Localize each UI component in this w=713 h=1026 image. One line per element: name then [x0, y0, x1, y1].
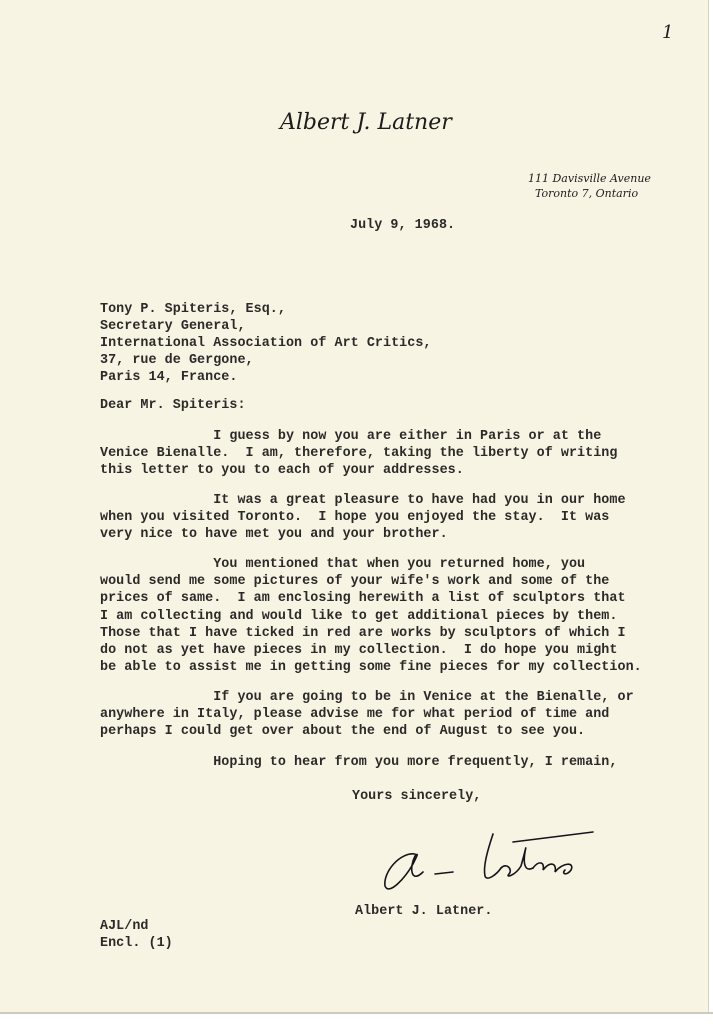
page-number: 1 — [662, 22, 674, 43]
letterhead-address-line2: Toronto 7, Ontario — [535, 187, 639, 200]
signature-icon — [375, 812, 615, 902]
paragraph-1: I guess by now you are either in Paris or at the Venice Bienalle. I am, therefore, taking the liberty of writing this letter to you to each of your addresses. — [100, 429, 618, 479]
recipient-line: Tony P. Spiteris, Esq., — [100, 302, 286, 317]
letterhead-name: Albert J. Latner — [280, 110, 452, 135]
recipient-line: Paris 14, France. — [100, 370, 238, 385]
signer-name: Albert J. Latner. — [355, 904, 493, 919]
enclosure-note: Encl. (1) — [100, 936, 173, 951]
recipient-line: 37, rue de Gergone, — [100, 353, 254, 368]
paragraph-4: If you are going to be in Venice at the Bienalle, or anywhere in Italy, please advise me for what period of time and perhaps I could get over about the end of August to see you. — [100, 690, 634, 740]
closing: Yours sincerely, — [352, 789, 482, 804]
paragraph-5: Hoping to hear from you more frequently, I remain, — [100, 755, 618, 770]
letterhead-address-line1: 111 Davisville Avenue — [528, 172, 651, 185]
letter-date: July 9, 1968. — [350, 218, 456, 233]
reference-initials: AJL/nd — [100, 919, 149, 934]
paragraph-3: You mentioned that when you returned home, you would send me some pictures of your wife's work and some of the prices of same. I am enclosing herewith a list of sculptors that I am collecting and would like to get additional pieces by them. Those that I have ticked in red are works by sculptors of which I do not as yet have pieces in my collection. I do hope you might be able to assist me in getting some fine pieces for my collection. — [100, 557, 642, 676]
salutation: Dear Mr. Spiteris: — [100, 398, 246, 413]
paragraph-2: It was a great pleasure to have had you in our home when you visited Toronto. I hope you enjoyed the stay. It was very nice to have met you and your brother. — [100, 493, 626, 543]
recipient-line: International Association of Art Critics, — [100, 336, 432, 351]
recipient-line: Secretary General, — [100, 319, 246, 334]
